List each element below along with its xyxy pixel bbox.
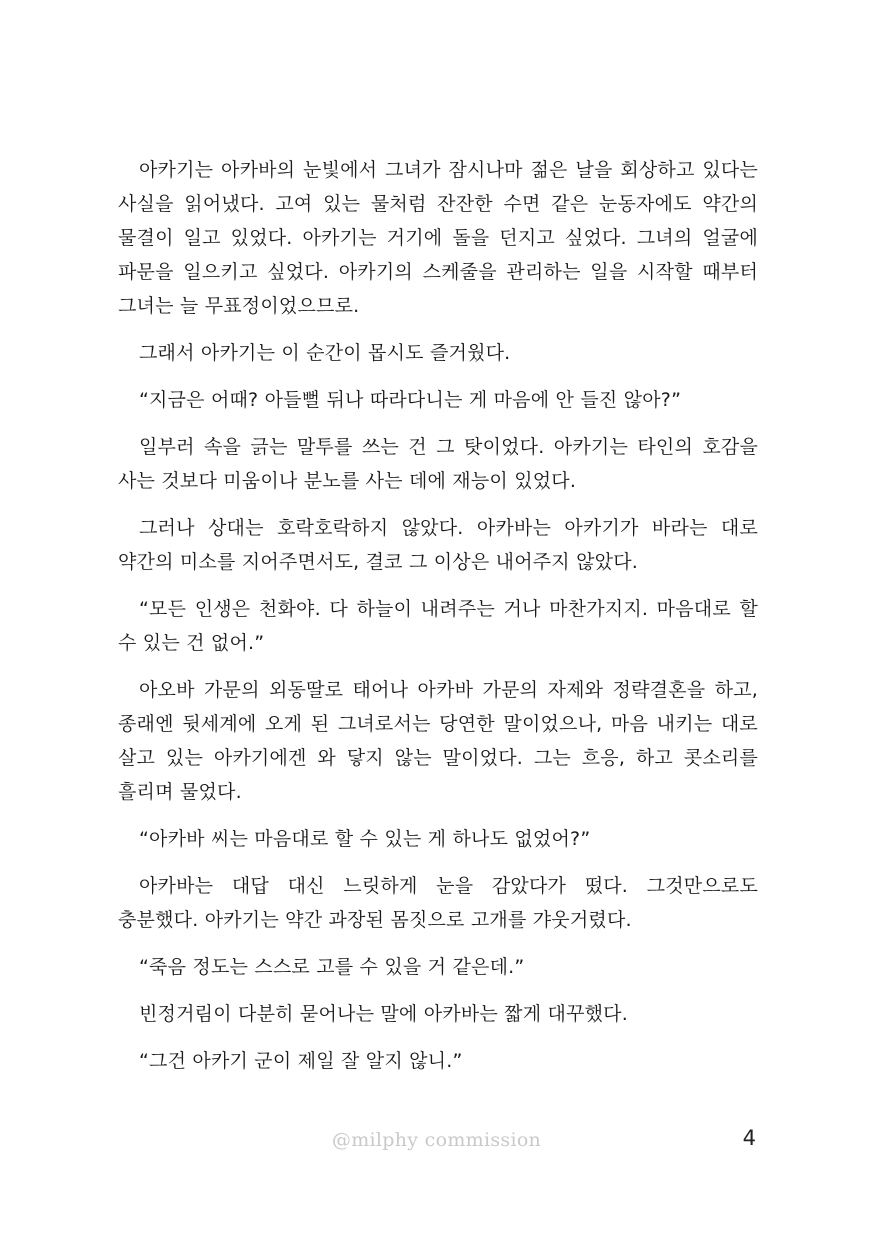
paragraph: 아카바는 대답 대신 느릿하게 눈을 감았다가 떴다. 그것만으로도 충분했다. 아카기는 약간 과장된 몸짓으로 고개를 갸웃거렸다. <box>118 875 758 931</box>
paragraph: “지금은 어때? 아들뻘 뒤나 따라다니는 게 마음에 안 들진 않아?” <box>139 389 682 411</box>
paragraph: “아카바 씨는 마음대로 할 수 있는 게 하나도 없었어?” <box>139 828 591 850</box>
page-number: 4 <box>742 1126 756 1150</box>
paragraph: 아카기는 아카바의 눈빛에서 그녀가 잠시나마 젊은 날을 회상하고 있다는 사실을 읽어냈다. 고여 있는 물처럼 잔잔한 수면 같은 눈동자에도 약간의 물결이 일고 있었다. 아카기는 거기에 돌을 던지고 싶었다. 그녀의 얼굴에 파문을 일으키고 싶었다. 아카기의 스케줄을 관리하는 일을 시작할 때부터 그녀는 늘 무표정이었으므로. <box>118 159 758 317</box>
paragraph: 일부러 속을 긁는 말투를 쓰는 건 그 탓이었다. 아카기는 타인의 호감을 사는 것보다 미움이나 분노를 사는 데에 재능이 있었다. <box>118 436 758 492</box>
body-text <box>118 153 758 1091</box>
paragraph: 아오바 가문의 외동딸로 태어나 아카바 가문의 자제와 정략결혼을 하고, 종래엔 뒷세계에 오게 된 그녀로서는 당연한 말이었으나, 마음 내키는 대로 살고 있는 아카기에겐 와 닿지 않는 말이었다. 그는 흐응, 하고 콧소리를 흘리며 물었다. <box>118 679 758 803</box>
paragraph: 그래서 아카기는 이 순간이 몹시도 즐거웠다. <box>139 342 511 364</box>
paragraph: “그건 아카기 군이 제일 잘 알지 않니.” <box>139 1050 463 1072</box>
paragraph: “죽음 정도는 스스로 고를 수 있을 거 같은데.” <box>139 956 525 978</box>
paragraph: 빈정거림이 다분히 묻어나는 말에 아카바는 짧게 대꾸했다. <box>139 1003 628 1025</box>
paragraph: “모든 인생은 천화야. 다 하늘이 내려주는 거나 마찬가지지. 마음대로 할 수 있는 건 없어.” <box>118 598 758 654</box>
watermark-credit: @milphy commission <box>331 1129 542 1151</box>
paragraph: 그러나 상대는 호락호락하지 않았다. 아카바는 아카기가 바라는 대로 약간의 미소를 지어주면서도, 결코 그 이상은 내어주지 않았다. <box>118 517 758 573</box>
